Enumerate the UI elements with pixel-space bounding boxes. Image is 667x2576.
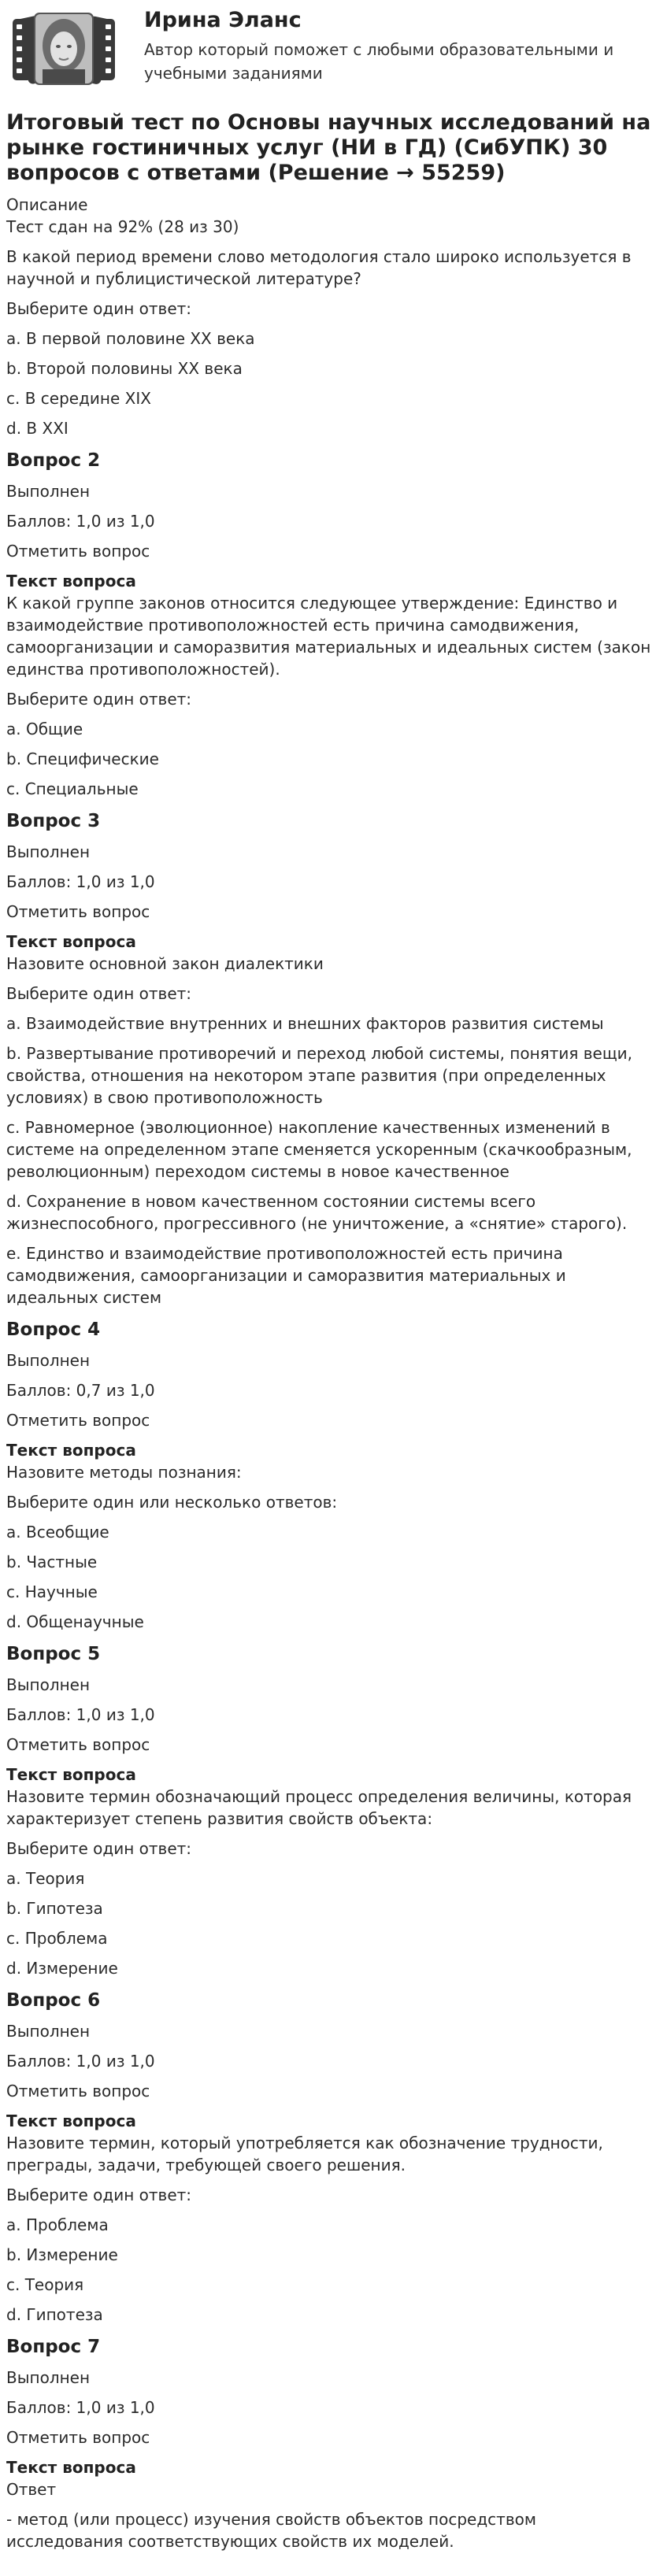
question-4-text: Назовите методы познания: xyxy=(6,1463,242,1482)
question-1-option-a: a. В первой половине XX века xyxy=(6,329,255,348)
question-6-option-d: d. Гипотеза xyxy=(6,2305,103,2324)
question-4-score: Баллов: 0,7 из 1,0 xyxy=(6,1381,155,1400)
question-4-flag-link[interactable]: Отметить вопрос xyxy=(6,1411,150,1430)
question-4-option-d: d. Общенаучные xyxy=(6,1612,144,1631)
description-label: Описание xyxy=(6,195,88,214)
question-2-score: Баллов: 1,0 из 1,0 xyxy=(6,512,155,531)
question-3-status: Выполнен xyxy=(6,842,91,861)
question-3-flag-link[interactable]: Отметить вопрос xyxy=(6,902,150,921)
question-3-option-c: c. Равномерное (эволюционное) накопление качественных изменений в системе на определенном этапе сменяется ускоренным (скачкообразным, революционным) переходом системы в новое качественное xyxy=(6,1118,632,1181)
question-2-instruction: Выберите один ответ: xyxy=(6,690,192,709)
author-avatar xyxy=(8,3,120,96)
question-5-option-b: b. Гипотеза xyxy=(6,1899,103,1918)
question-5-text: Назовите термин обозначающий процесс определения величины, которая характеризует степень развития свойств объекта: xyxy=(6,1787,632,1828)
question-4-option-a: a. Всеобщие xyxy=(6,1523,109,1542)
question-6-score: Баллов: 1,0 из 1,0 xyxy=(6,2052,155,2071)
question-3-option-d: d. Сохранение в новом качественном состоянии системы всего жизнеспособного, прогрессивного (не уничтожение, а «снятие» старого). xyxy=(6,1192,628,1233)
question-4-text-label: Текст вопроса xyxy=(6,1441,136,1460)
question-7-flag-link[interactable]: Отметить вопрос xyxy=(6,2428,150,2447)
question-4-option-c: c. Научные xyxy=(6,1582,98,1601)
question-6-text: Назовите термин, который употребляется как обозначение трудности, преграды, задачи, требующей своего решения. xyxy=(6,2134,603,2174)
question-7-heading: Вопрос 7 xyxy=(6,2337,101,2357)
question-7-text-label: Текст вопроса xyxy=(6,2458,136,2477)
question-2-text: К какой группе законов относится следующее утверждение: Единство и взаимодействие противоположностей есть причина самодвижения, самоорганизации и саморазвития материальных и идеальных систем (закон единства противоположностей). xyxy=(6,594,651,679)
question-5-text-label: Текст вопроса xyxy=(6,1765,136,1784)
question-5-flag-link[interactable]: Отметить вопрос xyxy=(6,1735,150,1754)
question-1-instruction: Выберите один ответ: xyxy=(6,299,192,318)
document-title: Итоговый тест по Основы научных исследований на рынке гостиничных услуг (НИ в ГД) (СибУПК) 30 вопросов с ответами (Решение → 55259) xyxy=(6,110,651,185)
question-7-answer: - метод (или процесс) изучения свойств объектов посредством исследования соответствующих свойств их моделей. xyxy=(6,2510,536,2551)
question-4-heading: Вопрос 4 xyxy=(6,1319,101,1340)
question-1-option-b: b. Второй половины XX века xyxy=(6,359,243,378)
question-2-flag-link[interactable]: Отметить вопрос xyxy=(6,542,150,561)
question-2-option-b: b. Специфические xyxy=(6,749,159,768)
question-1-option-c: c. В середине XIX xyxy=(6,389,151,408)
question-5-instruction: Выберите один ответ: xyxy=(6,1839,192,1858)
question-3-instruction: Выберите один ответ: xyxy=(6,984,192,1003)
question-1-text: В какой период времени слово методология стало широко используется в научной и публицистической литературе? xyxy=(6,247,632,288)
question-5-option-d: d. Измерение xyxy=(6,1959,118,1978)
question-7-status: Выполнен xyxy=(6,2368,91,2387)
question-6-option-b: b. Измерение xyxy=(6,2245,118,2264)
question-3-option-b: b. Развертывание противоречий и переход любой системы, понятия вещи, свойства, отношения на некотором этапе развития (при определенных условиях) в свою противоположность xyxy=(6,1044,633,1107)
question-5-option-a: a. Теория xyxy=(6,1869,85,1888)
question-7-answer-label: Ответ xyxy=(6,2480,57,2499)
author-header xyxy=(0,0,667,102)
question-3-heading: Вопрос 3 xyxy=(6,811,101,831)
question-5-option-c: c. Проблема xyxy=(6,1929,108,1948)
author-description: Автор который поможет с любыми образовательными и учебными заданиями xyxy=(144,40,614,83)
question-7-score: Баллов: 1,0 из 1,0 xyxy=(6,2398,155,2417)
question-6-heading: Вопрос 6 xyxy=(6,1990,101,2011)
question-1-option-d: d. В XXI xyxy=(6,419,69,438)
question-2-heading: Вопрос 2 xyxy=(6,450,101,471)
question-6-option-c: c. Теория xyxy=(6,2275,84,2294)
question-3-text-label: Текст вопроса xyxy=(6,932,136,951)
question-2-text-label: Текст вопроса xyxy=(6,572,136,590)
question-2-option-a: a. Общие xyxy=(6,720,83,738)
question-3-text: Назовите основной закон диалектики xyxy=(6,954,324,973)
question-4-option-b: b. Частные xyxy=(6,1553,98,1571)
question-2-option-c: c. Специальные xyxy=(6,779,139,798)
document-content xyxy=(6,110,657,2560)
question-6-status: Выполнен xyxy=(6,2022,91,2041)
question-5-status: Выполнен xyxy=(6,1675,91,1694)
author-name[interactable]: Ирина Эланс xyxy=(144,8,302,32)
test-score-summary: Тест сдан на 92% (28 из 30) xyxy=(6,217,239,236)
question-6-text-label: Текст вопроса xyxy=(6,2112,136,2130)
question-3-option-e: e. Единство и взаимодействие противоположностей есть причина самодвижения, самоорганизации и саморазвития материальных и идеальных систем xyxy=(6,1244,566,1307)
question-6-flag-link[interactable]: Отметить вопрос xyxy=(6,2082,150,2100)
question-5-score: Баллов: 1,0 из 1,0 xyxy=(6,1705,155,1724)
question-5-heading: Вопрос 5 xyxy=(6,1644,101,1664)
question-3-option-a: a. Взаимодействие внутренних и внешних факторов развития системы xyxy=(6,1014,604,1033)
question-6-option-a: a. Проблема xyxy=(6,2215,109,2234)
question-2-status: Выполнен xyxy=(6,482,91,501)
question-6-instruction: Выберите один ответ: xyxy=(6,2186,192,2204)
question-4-instruction: Выберите один или несколько ответов: xyxy=(6,1493,338,1512)
question-4-status: Выполнен xyxy=(6,1351,91,1370)
question-3-score: Баллов: 1,0 из 1,0 xyxy=(6,872,155,891)
